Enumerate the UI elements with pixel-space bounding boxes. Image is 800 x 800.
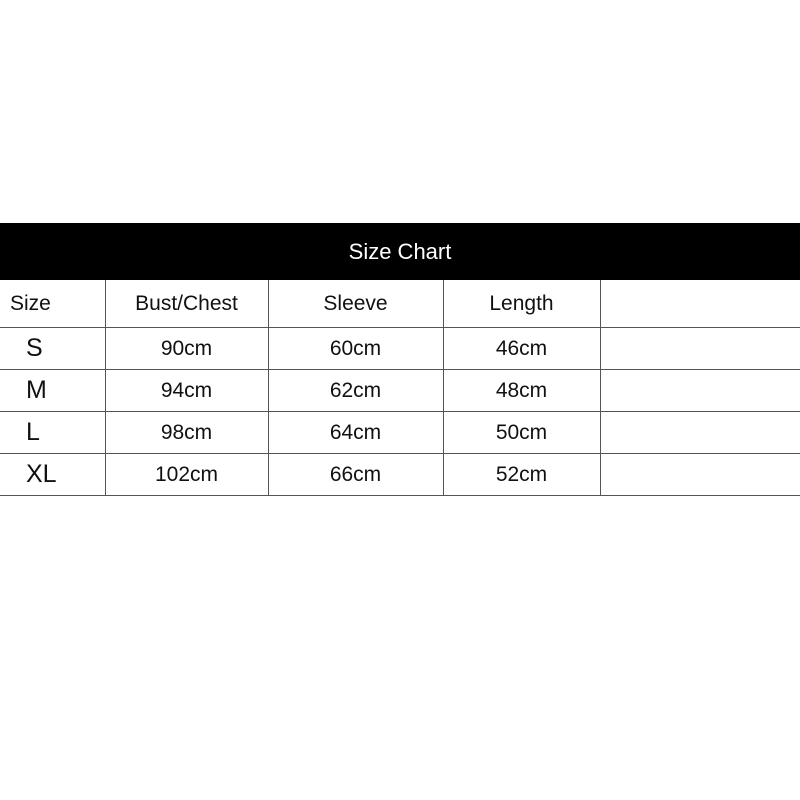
size-cell: L	[0, 412, 105, 454]
sleeve-cell: 60cm	[268, 328, 443, 370]
column-header-length: Length	[443, 280, 600, 328]
table-row	[0, 370, 800, 412]
table-row	[0, 328, 800, 370]
bust-cell: 98cm	[105, 412, 268, 454]
empty-cell	[600, 454, 800, 496]
empty-cell	[600, 328, 800, 370]
size-cell: S	[0, 328, 105, 370]
empty-cell	[600, 412, 800, 454]
sleeve-cell: 66cm	[268, 454, 443, 496]
size-table	[0, 280, 800, 496]
sleeve-cell: 62cm	[268, 370, 443, 412]
bust-cell: 90cm	[105, 328, 268, 370]
length-cell: 46cm	[443, 328, 600, 370]
size-chart-title: Size Chart	[0, 223, 800, 280]
empty-cell	[600, 370, 800, 412]
table-row	[0, 454, 800, 496]
sleeve-cell: 64cm	[268, 412, 443, 454]
bust-cell: 94cm	[105, 370, 268, 412]
table-row	[0, 412, 800, 454]
column-header-size: Size	[0, 280, 105, 328]
size-cell: M	[0, 370, 105, 412]
bust-cell: 102cm	[105, 454, 268, 496]
column-header-bust: Bust/Chest	[105, 280, 268, 328]
column-header-empty	[600, 280, 800, 328]
size-cell: XL	[0, 454, 105, 496]
length-cell: 50cm	[443, 412, 600, 454]
length-cell: 48cm	[443, 370, 600, 412]
column-header-sleeve: Sleeve	[268, 280, 443, 328]
length-cell: 52cm	[443, 454, 600, 496]
table-header-row	[0, 280, 800, 328]
size-chart	[0, 223, 800, 496]
